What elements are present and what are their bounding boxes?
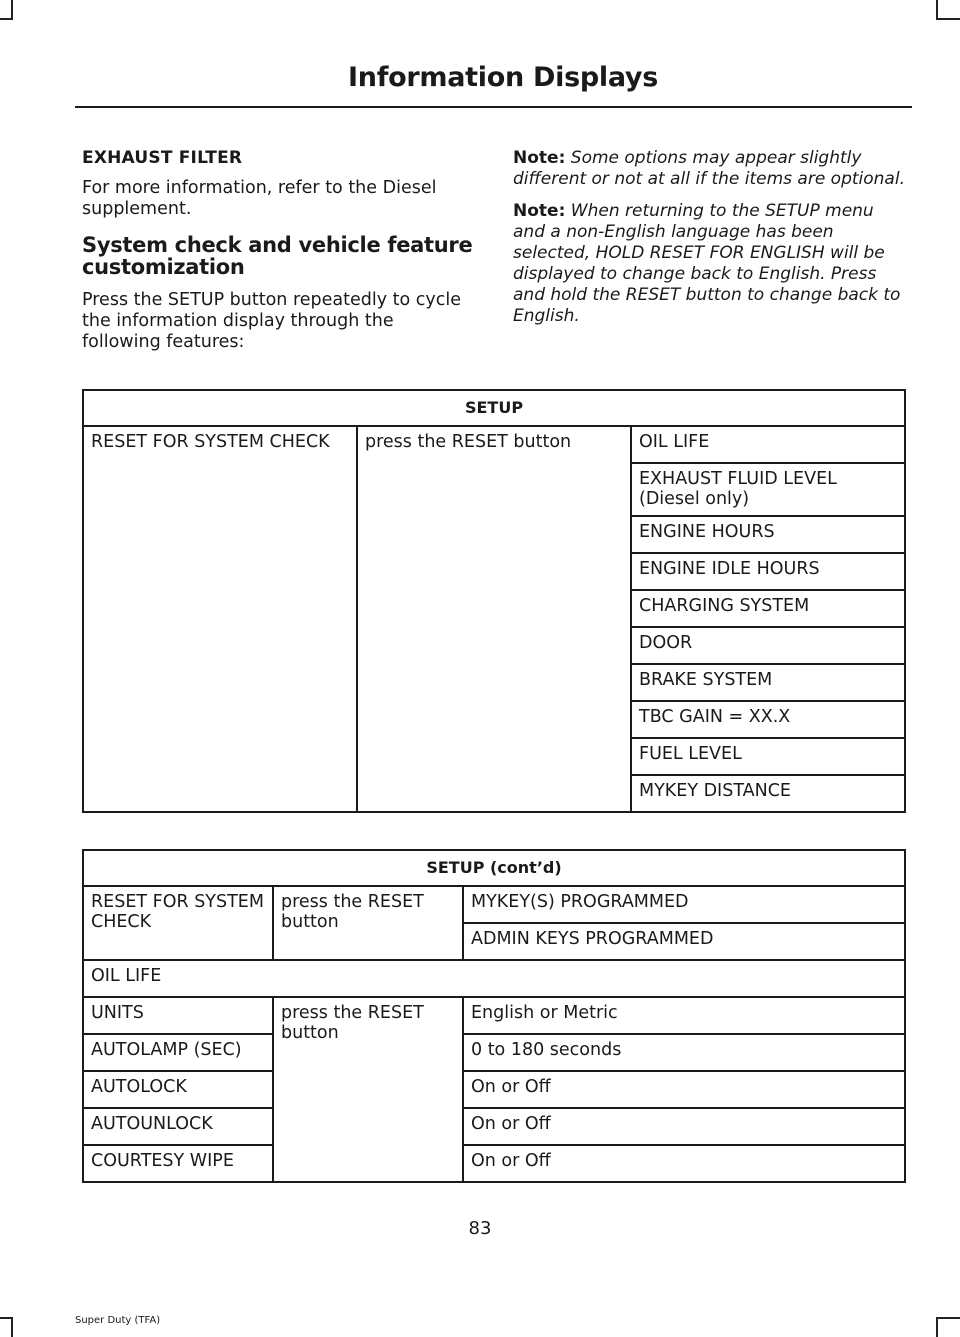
table-cell: English or Metric xyxy=(463,997,905,1034)
header-divider xyxy=(75,106,912,108)
table-cell: MYKEY DISTANCE xyxy=(631,775,905,812)
crop-mark xyxy=(936,18,960,20)
left-column xyxy=(82,148,474,365)
setup-cont-table xyxy=(82,849,906,1183)
table-row xyxy=(83,886,905,923)
crop-mark xyxy=(936,1317,960,1319)
table-cell: ADMIN KEYS PROGRAMMED xyxy=(463,923,905,960)
table-cell: AUTOUNLOCK xyxy=(83,1108,273,1145)
table-cell: ENGINE IDLE HOURS xyxy=(631,553,905,590)
table-cell: RESET FOR SYSTEM CHECK xyxy=(83,426,357,812)
table-cell: AUTOLOCK xyxy=(83,1071,273,1108)
table-cell: On or Off xyxy=(463,1145,905,1182)
table-cell: ENGINE HOURS xyxy=(631,516,905,553)
table-title: SETUP xyxy=(83,390,905,426)
note-text: When returning to the SETUP menu and a non-English language has been selected, HOLD RESET FOR ENGLISH will be displayed to change back to English. Press and hold the RESET button to change back to English. xyxy=(513,201,901,326)
table-cell: DOOR xyxy=(631,627,905,664)
table-row xyxy=(83,1071,905,1108)
table-cell: RESET FOR SYSTEM CHECK xyxy=(83,886,273,960)
crop-mark xyxy=(0,1317,12,1319)
table-cell: UNITS xyxy=(83,997,273,1034)
table-cell: FUEL LEVEL xyxy=(631,738,905,775)
table-cell: CHARGING SYSTEM xyxy=(631,590,905,627)
table-cell: On or Off xyxy=(463,1071,905,1108)
table-row xyxy=(83,997,905,1034)
note-optional xyxy=(513,148,908,190)
table-cell: EXHAUST FLUID LEVEL (Diesel only) xyxy=(631,463,905,516)
footer-text: Super Duty (TFA) xyxy=(75,1315,161,1326)
note-text: Some options may appear slightly different or not at all if the items are optional. xyxy=(513,148,905,189)
crop-mark xyxy=(11,1317,13,1337)
exhaust-filter-text: For more information, refer to the Diesel supplement. xyxy=(82,178,437,219)
note-language xyxy=(513,201,908,327)
table-cell: BRAKE SYSTEM xyxy=(631,664,905,701)
table-title: SETUP (cont’d) xyxy=(83,850,905,886)
note-label: Note: xyxy=(513,201,566,221)
setup-table xyxy=(82,389,906,813)
section-heading: System check and vehicle feature customization xyxy=(82,233,473,279)
table-cell: COURTESY WIPE xyxy=(83,1145,273,1182)
crop-mark xyxy=(0,18,12,20)
table-cell: On or Off xyxy=(463,1108,905,1145)
table-cell: TBC GAIN = XX.X xyxy=(631,701,905,738)
table-cell: 0 to 180 seconds xyxy=(463,1034,905,1071)
table-cell: OIL LIFE xyxy=(631,426,905,463)
exhaust-filter-heading: EXHAUST FILTER xyxy=(82,148,243,168)
table-cell: OIL LIFE xyxy=(83,960,905,997)
right-column xyxy=(513,148,908,338)
table-cell: MYKEY(S) PROGRAMMED xyxy=(463,886,905,923)
table-row xyxy=(83,1145,905,1182)
crop-mark xyxy=(936,0,938,20)
table-cell: press the RESET button xyxy=(357,426,631,812)
table-row xyxy=(83,960,905,997)
section-text: Press the SETUP button repeatedly to cycle the information display through the following features: xyxy=(82,290,462,352)
table-cell: press the RESET button xyxy=(273,886,463,960)
table-cell: press the RESET button xyxy=(273,997,463,1182)
crop-mark xyxy=(11,0,13,20)
table-row xyxy=(83,1108,905,1145)
crop-mark xyxy=(936,1317,938,1337)
page-number: 83 xyxy=(468,1218,492,1239)
table-row xyxy=(83,426,905,463)
table-cell: AUTOLAMP (SEC) xyxy=(83,1034,273,1071)
note-label: Note: xyxy=(513,148,566,168)
page-title: Information Displays xyxy=(348,62,658,93)
table-row xyxy=(83,1034,905,1071)
